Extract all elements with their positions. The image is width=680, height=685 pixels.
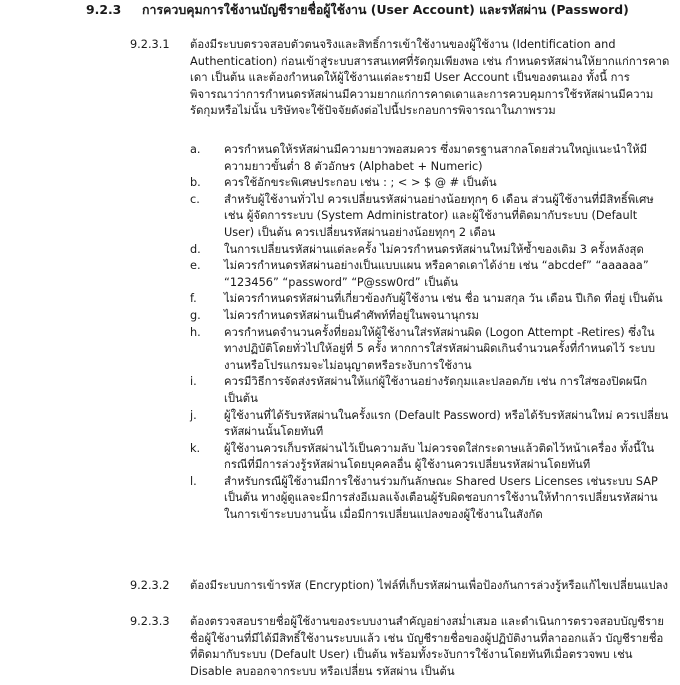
list-item-text: ไม่ควรกำหนดรหัสผ่านเป็นคำศัพท์ที่อยู่ในพจนานุกรม — [224, 308, 479, 322]
list-marker: k. — [190, 441, 201, 455]
clause-9-2-3-1 — [130, 37, 670, 120]
list-marker: l. — [190, 474, 197, 488]
list-item — [190, 242, 670, 259]
list-marker: h. — [190, 325, 201, 339]
list-item — [190, 291, 670, 308]
clause-number: 9.2.3.1 — [130, 38, 170, 51]
section-title: การควบคุมการใช้งานบัญชีรายชื่อผู้ใช้งาน (User Account) และรหัสผ่าน (Password) — [142, 2, 629, 17]
list-item-text: ควรกำหนดให้รหัสผ่านมีความยาวพอสมควร ซึ่งมาตรฐานสากลโดยส่วนใหญ่แนะนำให้มีความยาวขั้นต่ำ 8 ตัวอักษร (Alphabet + Numeric) — [224, 143, 648, 173]
list-marker: c. — [190, 192, 200, 206]
clause-9-2-3-3 — [130, 614, 670, 680]
clause-text: ต้องมีระบบการเข้ารหัส (Encryption) ไฟล์ที่เก็บรหัสผ่านเพื่อป้องกันการล่วงรู้หรือแก้ไขเปลี่ยนแปลง — [190, 579, 669, 592]
list-item-text: สำหรับผู้ใช้งานทั่วไป ควรเปลี่ยนรหัสผ่านอย่างน้อยทุกๆ 6 เดือน ส่วนผู้ใช้งานที่มีสิทธิ์พิเศษ เช่น ผู้จัดการระบบ (System Administrator) และผู้ใช้งานที่ติดมากับระบบ (Default User) เป็นต้น ควรเปลี่ยนรหัสผ่านอย่างน้อยทุกๆ 2 เดือน — [224, 192, 654, 239]
list-item-text: ไม่ควรกำหนดรหัสผ่านอย่างเป็นแบบแผน หรือคาดเดาได้ง่าย เช่น “abcdef” “aaaaaa” “123456” “password” “P@ssw0rd” เป็นต้น — [224, 259, 649, 289]
list-item — [190, 308, 670, 325]
list-item-text: ผู้ใช้งานควรเก็บรหัสผ่านไว้เป็นความลับ ไม่ควรจดใส่กระดาษแล้วติดไว้หน้าเครื่อง ทั้งนี้ในกรณีที่มีการล่วงรู้รหัสผ่านโดยบุคคลอื่น ผู้ใช้งานควรเปลี่ยนรหัสผ่านโดยทันที — [224, 441, 655, 472]
clause-text: ต้องตรวจสอบรายชื่อผู้ใช้งานของระบบงานสำคัญอย่างสม่ำเสมอ และดำเนินการตรวจสอบบัญชีรายชื่อผู้ใช้งานที่มีได้มีสิทธิ์ใช้งานระบบแล้ว เช่น บัญชีรายชื่อของผู้ปฏิบัติงานที่ลาออกแล้ว บัญชีรายชื่อที่ติดมากับระบบ (Default User) เป็นต้น พร้อมทั้งระงับการใช้งานโดยทันทีเมื่อตรวจพบ เช่น Disable ลบออกจากระบบ หรือเปลี่ยน รหัสผ่าน เป็นต้น — [190, 615, 664, 678]
list-marker: i. — [190, 375, 197, 389]
list-item — [190, 258, 670, 291]
list-item — [190, 192, 670, 242]
section-heading — [86, 2, 676, 19]
list-marker: b. — [190, 176, 201, 190]
list-item — [190, 142, 670, 175]
clause-number: 9.2.3.3 — [130, 615, 170, 628]
list-item-text: ผู้ใช้งานที่ได้รับรหัสผ่านในครั้งแรก (Default Password) หรือได้รับรหัสผ่านใหม่ ควรเปลี่ยนรหัสผ่านนั้นโดยทันที — [224, 408, 669, 439]
list-item-text: ควรกำหนดจำนวนครั้งที่ยอมให้ผู้ใช้งานใส่รหัสผ่านผิด (Logon Attempt -Retires) ซึ่งในทางปฏิบัติโดยทั่วไปให้อยู่ที่ 5 ครั้ง หากการใส่รหัสผ่านผิดเกินจำนวนครั้งที่กำหนดไว้ ระบบงานหรือโปรแกรมจะไม่อนุญาตหรือระงับการใช้งาน — [224, 325, 656, 372]
list-item — [190, 441, 670, 474]
list-marker: d. — [190, 242, 201, 256]
clause-number: 9.2.3.2 — [130, 579, 170, 592]
clause-text: ต้องมีระบบตรวจสอบตัวตนจริงและสิทธิ์การเข้าใช้งานของผู้ใช้งาน (Identification and Authentication) ก่อนเข้าสู่ระบบสารสนเทศที่รัดกุมเพียงพอ เช่น กำหนดรหัสผ่านให้ยากแก่การคาดเดา เป็นต้น และต้องกำหนดให้ผู้ใช้งานแต่ละรายมี User Account เป็นของตนเอง ทั้งนี้ การพิจารณาว่าการกำหนดรหัสผ่านมีความยากแก่การคาดเดาและการควบคุมการใช้รหัสผ่านมีความรัดกุมหรือไม่นั้น บริษัทจะใช้ปัจจัยดังต่อไปนี้ประกอบการพิจารณาในภาพรวม — [190, 38, 670, 118]
section-number: 9.2.3 — [86, 2, 122, 17]
list-marker: g. — [190, 308, 201, 322]
clause-9-2-3-2 — [130, 578, 670, 595]
list-item-text: ควรมีวิธีการจัดส่งรหัสผ่านให้แก่ผู้ใช้งานอย่างรัดกุมและปลอดภัย เช่น การใส่ซองปิดผนึกเป็นต้น — [224, 375, 648, 405]
password-criteria-list — [190, 142, 670, 524]
list-item — [190, 374, 670, 407]
list-item — [190, 175, 670, 192]
list-item — [190, 325, 670, 375]
list-item-text: ในการเปลี่ยนรหัสผ่านแต่ละครั้ง ไม่ควรกำหนดรหัสผ่านใหม่ให้ซ้ำของเดิม 3 ครั้งหลังสุด — [224, 242, 644, 256]
list-marker: e. — [190, 259, 201, 273]
list-item — [190, 474, 670, 524]
list-marker: f. — [190, 292, 197, 306]
list-item-text: ควรใช้อักขระพิเศษประกอบ เช่น : ; < > $ @ # เป็นต้น — [224, 176, 497, 190]
list-item — [190, 408, 670, 441]
list-marker: a. — [190, 143, 201, 156]
list-item-text: ไม่ควรกำหนดรหัสผ่านที่เกี่ยวข้องกับผู้ใช้งาน เช่น ชื่อ นามสกุล วัน เดือน ปีเกิด ที่อยู่ เป็นต้น — [224, 292, 663, 306]
list-marker: j. — [190, 408, 197, 422]
list-item-text: สำหรับกรณีผู้ใช้งานมีการใช้งานร่วมกันลักษณะ Shared Users Licenses เช่นระบบ SAP เป็นต้น ทางผู้ดูแลจะมีการส่งอีเมลแจ้งเตือนผู้รับผิดชอบการใช้งานให้ทำการเปลี่ยนรหัสผ่านในการเข้าระบบงานนั้น เมื่อมีการเปลี่ยนแปลงของผู้ใช้งานในสังกัด — [224, 474, 658, 522]
